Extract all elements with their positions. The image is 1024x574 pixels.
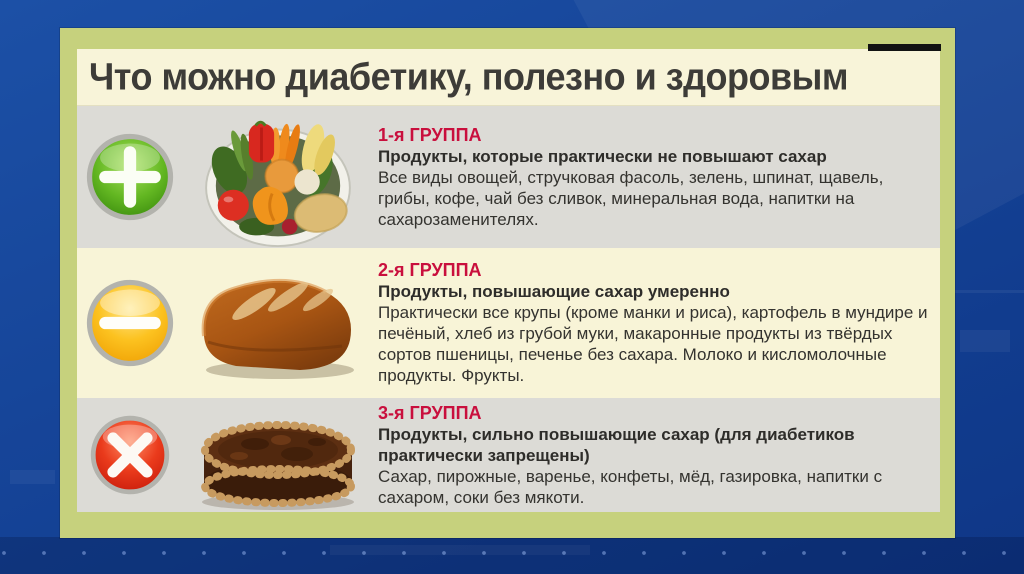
infographic-card — [60, 28, 955, 538]
group-row-2 — [77, 248, 940, 398]
background-rect — [10, 470, 55, 484]
group-1-header: 1-я ГРУППА — [378, 124, 482, 145]
background-rect — [960, 330, 1010, 352]
group-2-body: Практически все крупы (кроме манки и риса), картофель в мундире и печёный, хлеб из грубой муки, макаронные продукты из твёрдых сортов пшеницы, печенье без сахара. Молоко и кисломолочные продукты. Фрукты. — [378, 303, 928, 385]
icon-cell-2 — [77, 279, 182, 367]
slide-accent-bar — [868, 44, 941, 51]
image-cell-2 — [182, 264, 374, 382]
group-3-subtitle: Продукты, сильно повышающие сахар (для диабетиков практически запрещены) — [378, 424, 855, 465]
group-1-body: Все виды овощей, стручковая фасоль, зелень, шпинат, щавель, грибы, кофе, чай без сливок, минеральная вода, напитки на сахарозаменителях. — [378, 167, 884, 229]
group-2-subtitle: Продукты, повышающие сахар умеренно — [378, 282, 730, 301]
group-1-subtitle: Продукты, которые практически не повышают сахар — [378, 146, 827, 166]
background-line — [330, 545, 590, 555]
group-2-header: 2-я ГРУППА — [378, 260, 482, 280]
cross-forbidden-icon — [90, 415, 170, 495]
bread-photo — [192, 264, 364, 382]
group-row-1 — [77, 106, 940, 248]
icon-cell-1 — [77, 133, 182, 221]
group-3-body: Сахар, пирожные, варенье, конфеты, мёд, газировка, напитки с сахаром, соки без мякоти. — [378, 466, 883, 507]
group-row-3 — [77, 398, 940, 512]
title-band — [77, 49, 940, 106]
card-inner — [77, 49, 940, 507]
group-3-header: 3-я ГРУППА — [378, 402, 482, 423]
text-cell-1 — [374, 121, 940, 234]
cake-photo — [193, 402, 363, 512]
minus-moderate-icon — [86, 279, 174, 367]
image-cell-3 — [182, 398, 374, 512]
vegetables-photo — [200, 112, 356, 248]
page-title: Что можно диабетику, полезно и здоровым — [89, 54, 848, 99]
background-line — [955, 290, 1024, 293]
image-cell-1 — [182, 106, 374, 248]
text-cell-2 — [374, 256, 940, 390]
text-cell-3 — [374, 399, 940, 512]
plus-allowed-icon — [86, 133, 174, 221]
icon-cell-3 — [77, 415, 182, 495]
